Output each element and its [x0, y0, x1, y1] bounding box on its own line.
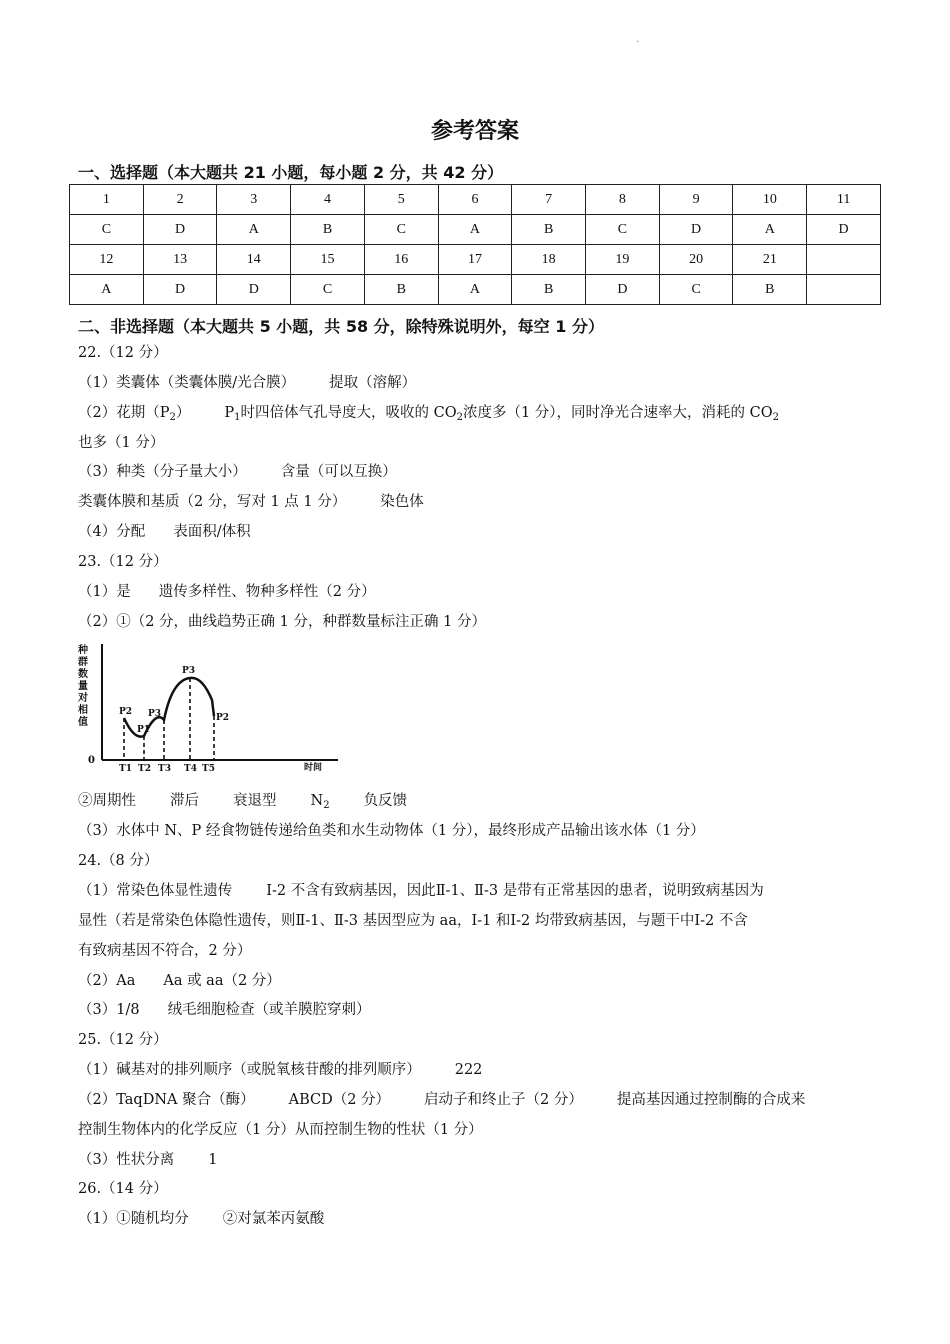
table-cell: 20	[659, 245, 733, 275]
tick-label: T2	[138, 764, 151, 774]
answer-table	[69, 184, 881, 305]
q25-answer-1	[78, 1061, 876, 1079]
q24-a1d: 有致病基因不符合，2 分）	[78, 943, 252, 959]
table-cell: B	[733, 275, 807, 305]
q24-answer-2	[78, 972, 876, 990]
q25-a3: （3）性状分离	[78, 1152, 175, 1168]
table-cell: D	[217, 275, 291, 305]
y-axis-label-char: 对	[78, 693, 88, 704]
q23-a2d: 衰退型	[233, 793, 277, 809]
q24-a3b: 绒毛细胞检查（或羊膜腔穿刺）	[167, 1002, 371, 1018]
y-axis-label-char: 种	[78, 645, 88, 656]
table-cell: C	[659, 275, 733, 305]
x-axis-label: 时间	[304, 763, 323, 773]
y-axis-label-char: 相	[78, 705, 88, 716]
q24-header: 24.（8 分）	[78, 853, 159, 869]
table-cell: A	[217, 215, 291, 245]
table-cell: 4	[291, 185, 365, 215]
table-cell: 16	[364, 245, 438, 275]
q22-a2b-sub: 1	[234, 412, 241, 423]
q22-a1b: 提取（溶解）	[329, 375, 417, 391]
table-cell: 12	[70, 245, 144, 275]
q22-a2a: （2）花期（P	[78, 405, 170, 421]
q22-a2b-sub2: 2	[456, 412, 463, 423]
q25-a2b: ABCD（2 分）	[288, 1092, 391, 1108]
q23-a2b: ②周期性	[78, 793, 136, 809]
origin-label: 0	[88, 755, 95, 766]
table-cell: C	[364, 215, 438, 245]
q22-a2a-end: ）	[175, 405, 191, 421]
q22-answer-4	[78, 523, 876, 541]
q22-a2a-sub: 2	[169, 412, 176, 423]
q22-a4b: 表面积/体积	[173, 524, 251, 540]
q22-a2b-mid2: 浓度多（1 分），同时净光合速率大，消耗的 CO	[462, 405, 773, 421]
table-cell: B	[512, 215, 586, 245]
table-cell: 5	[364, 185, 438, 215]
table-cell: C	[70, 215, 144, 245]
table-cell: 7	[512, 185, 586, 215]
table-cell: B	[512, 275, 586, 305]
table-cell: 14	[217, 245, 291, 275]
tick-label: T4	[184, 764, 197, 774]
q23-a1b: 遗传多样性、物种多样性（2 分）	[158, 584, 376, 600]
q22-answer-3	[78, 463, 876, 481]
q22-a4: （4）分配	[78, 524, 146, 540]
point-label: P3	[148, 709, 162, 719]
q25-header: 25.（12 分）	[78, 1032, 168, 1048]
q22-header: 22.（12 分）	[78, 345, 168, 361]
section1-heading: 一、选择题（本大题共 21 小题，每小题 2 分，共 42 分）	[78, 163, 504, 182]
q23-a2e: N	[310, 793, 324, 809]
table-cell: B	[291, 215, 365, 245]
q24-a1: （1）常染色体显性遗传	[78, 883, 233, 899]
table-cell: 18	[512, 245, 586, 275]
y-axis-label-char: 量	[78, 681, 88, 692]
q22-answer-1	[78, 374, 876, 392]
q23-answer-2b	[78, 792, 876, 815]
point-label: P3	[182, 666, 196, 676]
table-cell: 9	[659, 185, 733, 215]
table-cell: A	[733, 215, 807, 245]
table-cell: C	[291, 275, 365, 305]
table-row	[70, 245, 881, 275]
q25-a1: （1）碱基对的排列顺序（或脱氧核苷酸的排列顺序）	[78, 1062, 421, 1078]
tick-label: T3	[158, 764, 171, 774]
q23-header: 23.（12 分）	[78, 554, 168, 570]
q22-a3c: 类囊体膜和基质（2 分，写对 1 点 1 分）	[78, 494, 347, 510]
table-cell: D	[659, 215, 733, 245]
q26-answer-1	[78, 1210, 876, 1228]
table-cell: 15	[291, 245, 365, 275]
q22-a2b-mid: 时四倍体气孔导度大，吸收的 CO	[240, 405, 457, 421]
q23-a2f: 负反馈	[363, 793, 408, 809]
table-cell: D	[143, 215, 217, 245]
q25-answer-3	[78, 1151, 876, 1169]
table-cell	[807, 245, 881, 275]
tick-label: T1	[119, 764, 132, 774]
population-curve-graph	[72, 640, 352, 780]
tick-label: T5	[202, 764, 215, 774]
q22-a2c: 也多（1 分）	[78, 435, 165, 451]
q25-a3b: 1	[208, 1152, 218, 1168]
table-cell: A	[438, 215, 512, 245]
y-axis-label-char: 值	[78, 717, 88, 728]
q22-a3b: 含量（可以互换）	[280, 464, 397, 480]
q25-a2e: 控制生物体内的化学反应（1 分）从而控制生物的性状（1 分）	[78, 1122, 483, 1138]
q24-a1c: 显性（若是常染色体隐性遗传，则Ⅱ-1、Ⅱ-3 基因型应为 aa，Ⅰ-1 和Ⅰ-2 均带致病基因，与题干中Ⅰ-2 不含	[78, 913, 748, 929]
q23-a2: （2）①（2 分，曲线趋势正确 1 分，种群数量标注正确 1 分）	[78, 614, 486, 630]
header-dot: .	[636, 34, 640, 45]
q25-answer-2	[78, 1091, 876, 1109]
table-row	[70, 185, 881, 215]
q22-a2b-pre: P	[224, 405, 235, 421]
q23-a3: （3）水体中 N、P 经食物链传递给鱼类和水生动物体（1 分），最终形成产品输出该水体（1 分）	[78, 823, 705, 839]
q24-a2: （2）Aa	[78, 973, 136, 989]
q24-answer-3	[78, 1001, 876, 1019]
q22-a1: （1）类囊体（类囊体膜/光合膜）	[78, 375, 296, 391]
table-cell: 6	[438, 185, 512, 215]
table-cell: 11	[807, 185, 881, 215]
table-row	[70, 215, 881, 245]
page-title: 参考答案	[430, 119, 519, 144]
table-cell: D	[586, 275, 660, 305]
table-cell: A	[438, 275, 512, 305]
table-cell: 3	[217, 185, 291, 215]
table-cell: 17	[438, 245, 512, 275]
table-cell	[807, 275, 881, 305]
table-cell: A	[70, 275, 144, 305]
table-cell: 13	[143, 245, 217, 275]
q23-a1: （1）是	[78, 584, 131, 600]
q25-a2: （2）TaqDNA 聚合（酶）	[78, 1092, 255, 1108]
point-label: P2	[119, 707, 133, 717]
q23-a2c: 滞后	[170, 793, 199, 809]
q25-a2c: 启动子和终止子（2 分）	[424, 1092, 583, 1108]
y-axis-label-char: 数	[78, 669, 88, 680]
q23-answer-1	[78, 583, 876, 601]
q23-a2e-sub: 2	[323, 800, 330, 811]
table-cell: 8	[586, 185, 660, 215]
table-cell: 2	[143, 185, 217, 215]
q22-a3d: 染色体	[380, 494, 424, 510]
q26-header: 26.（14 分）	[78, 1181, 168, 1197]
q24-a3: （3）1/8	[78, 1002, 140, 1018]
q22-answer-2	[78, 404, 876, 427]
table-cell: D	[807, 215, 881, 245]
table-row	[70, 275, 881, 305]
q24-answer-1	[78, 882, 876, 900]
table-cell: 1	[70, 185, 144, 215]
q22-a2b-sub3: 2	[772, 412, 780, 423]
q26-a1b: ②对氯苯丙氨酸	[222, 1211, 325, 1227]
table-cell: B	[364, 275, 438, 305]
point-label: P1	[137, 725, 151, 735]
q24-a2b: Aa 或 aa（2 分）	[163, 973, 281, 989]
y-axis-label-char: 群	[78, 657, 88, 668]
table-cell: 21	[733, 245, 807, 275]
point-label: P2	[216, 713, 230, 723]
q24-a1b: Ⅰ-2 不含有致病基因，因此Ⅱ-1、Ⅱ-3 是带有正常基因的患者，说明致病基因为	[266, 883, 764, 899]
table-cell: C	[586, 215, 660, 245]
q25-a1b: 222	[454, 1062, 483, 1078]
q25-a2d: 提高基因通过控制酶的合成来	[616, 1092, 806, 1108]
table-cell: D	[143, 275, 217, 305]
table-cell: 19	[586, 245, 660, 275]
q26-a1: （1）①随机均分	[78, 1211, 189, 1227]
q22-a3: （3）种类（分子量大小）	[78, 464, 247, 480]
q22-answer-3c	[78, 493, 876, 511]
table-cell: 10	[733, 185, 807, 215]
section2-heading: 二、非选择题（本大题共 5 小题，共 58 分，除特殊说明外，每空 1 分）	[78, 317, 604, 336]
